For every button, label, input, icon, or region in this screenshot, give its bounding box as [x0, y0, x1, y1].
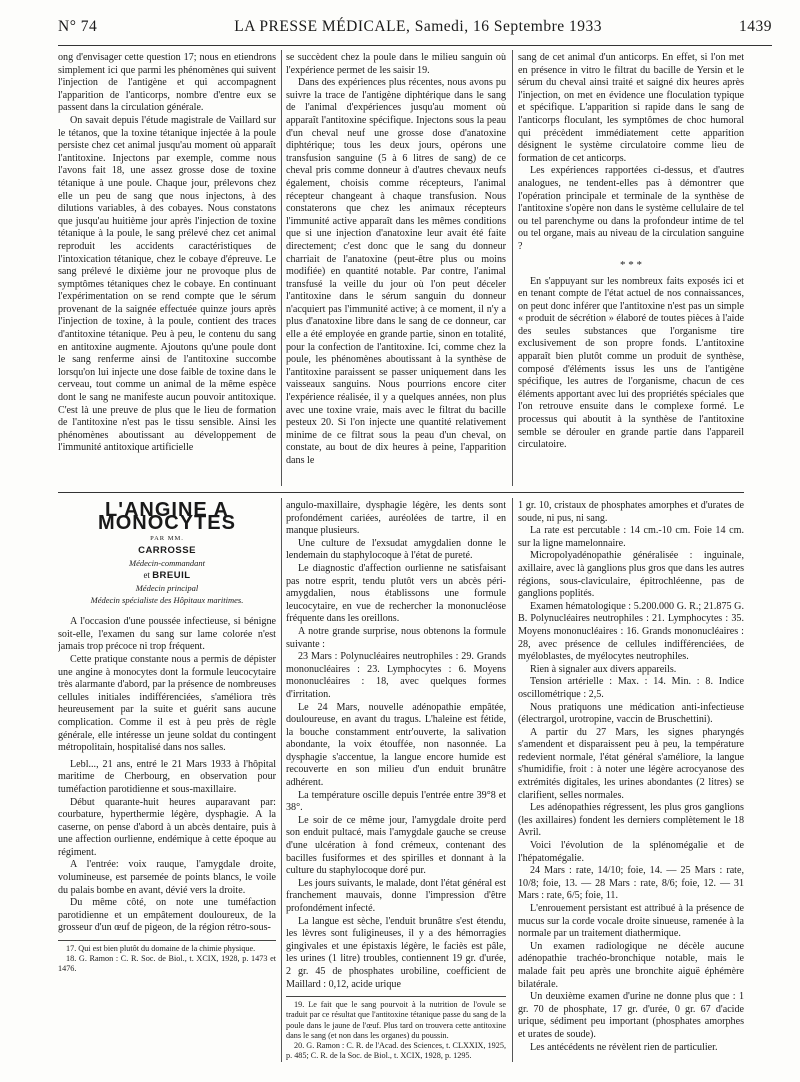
- paragraph: Une culture de l'exsudat amygdalien donne le lendemain du staphylocoque à l'état de pureté.: [286, 537, 506, 562]
- paragraph: Début quarante-huit heures auparavant par: courbature, hyperthermie légère, dysphagie. A la caserne, on pense d'abord à un abcès dentaire, puis à une affection ourlienne, endémique à cette époque au régiment.: [58, 796, 276, 858]
- paragraph: Un deuxième examen d'urine ne donne plus que : 1 gr. 70 de phosphate, 17 gr. d'urée, 0 gr. 67 d'acide urique, sédiment peu important (phosphates amorphes et urates de soude).: [518, 991, 744, 1040]
- footnotes: [286, 1000, 506, 1060]
- footnote: 19. Le fait que le sang pourvoit à la nutrition de l'ovule se traduit par ce résultat que l'antitoxine tétanique passe du sang de la poule dans le jaune de l'œuf. Plus tard on trouvera cette antitoxine dans le sang (et non dans les organes) du poussin.: [286, 1000, 506, 1040]
- paragraph: Un examen radiologique ne décèle aucune adénopathie trachéo-bronchique notable, mais le malade fait peu après une bronchite aiguë éphémère bilatérale.: [518, 940, 744, 990]
- paragraph: A l'occasion d'une poussée infectieuse, si bénigne soit-elle, l'examen du sang sur lame colorée n'est jamais trop précoce ni trop fréquent.: [58, 616, 276, 653]
- footnote-rule: [286, 996, 506, 997]
- author-affiliation: Médecin spécialiste des Hôpitaux maritimes.: [90, 595, 244, 606]
- paragraph: A notre grande surprise, nous obtenons la formule suivante :: [286, 625, 506, 650]
- byline-par: PAR MM.: [150, 535, 184, 543]
- paragraph: A l'entrée: voix rauque, l'amygdale droite, volumineuse, est parsemée de points blancs, le voile du palais bombe en avant, dévié vers la droite.: [58, 859, 276, 896]
- paragraph: Le 24 Mars, nouvelle adénopathie empâtée, douloureuse, en avant du tragus. L'haleine est fétide, la bouche constamment entr'ouverte, la salivation abondante, la voix étouffée, non nasonnée. La dysphagie s'accentue, la langue encore humide est recouverte en son milieu d'un enduit brunâtre adhérent.: [286, 701, 506, 789]
- paragraph: Les antécédents ne révèlent rien de particulier.: [530, 1041, 718, 1053]
- paragraph: ong d'envisager cette question 17; nous en etiendrons simplement ici que parmi les phénomènes qui suivent l'injection de l'antigène et qui accompagnent l'apparition de l'anticorps, nombre d'entre eux se passent dans la circulation générale.: [58, 52, 276, 114]
- article-byline: [58, 533, 276, 606]
- paragraph: Le soir de ce même jour, l'amygdale droite perd son enduit pultacé, mais l'amygdale gauche se creuse d'une ulcération à fond crémeux, contenant des bacilles fusiformes et des spirilles et donnant à la culture du staphylocoque doré pur.: [286, 814, 506, 877]
- paragraph: angulo-maxillaire, dysphagie légère, les dents sont profondément cariées, auréolées de tartre, il en manque plusieurs.: [286, 500, 506, 537]
- footnotes: [58, 944, 276, 975]
- paragraph: En s'appuyant sur les nombreux faits exposés ici et en tenant compte de l'état actuel de nos connaissances, on peut donc inférer que l'antitoxine n'est pas un simple « produit de sécrétion » élaboré de toutes pièces à l'aide des seules substances que l'organisme tire exclusivement de son propre fonds. L'antitoxine apparaît bien plutôt comme un produit de synthèse, composé d'éléments issus les uns de l'antigène spécifique, les autres de l'organisme, chacun de ces éléments apportant avec lui des propriétés spéciales que l'on retrouve ensuite dans le complexe formé. Le processus qui aboutit à la synthèse de l'antitoxine semble se dérouler en grande partie dans l'appareil circulatoire.: [518, 275, 744, 451]
- page-header: [58, 18, 772, 46]
- paragraph: L'enrouement persistant est attribué à la présence de mucus sur la corde vocale droite sinueuse, ramenée à la normale par un traitement diathermique.: [518, 903, 744, 940]
- footnote-rule: [58, 940, 276, 941]
- column-rule: [281, 498, 282, 1062]
- top-column-3: [518, 52, 744, 484]
- paragraph: La rate est percutable : 14 cm.-10 cm. Foie 14 cm. sur la ligne mamelonnaire.: [518, 525, 744, 549]
- journal-title: LA PRESSE MÉDICALE, Samedi, 16 Septembre 1933: [234, 18, 603, 35]
- paragraph: Les adénopathies régressent, les plus gros ganglions (les axillaires) fondent les derniers complètement le 18 Avril.: [518, 802, 744, 839]
- paragraph: Voici l'évolution de la splénomégalie et de l'hépatomégalie.: [518, 840, 744, 864]
- top-column-2: [286, 52, 506, 484]
- paragraph: Nous pratiquons une médication anti-infectieuse (électrargol, urotropine, vaccin de Bruschettini).: [518, 701, 744, 726]
- paragraph: 23 Mars : Polynucléaires neutrophiles : 29. Grands mononucléaires : 23. Lymphocytes : 6. Moyens mononucléaires : 18, avec quelques formes d'irritation.: [286, 651, 506, 700]
- article-column-1: [58, 500, 276, 1060]
- footnote: 20. G. Ramon : C. R. de l'Acad. des Sciences, t. CLXXIX, 1925, p. 485; C. R. de la Soc. de Biol., t. XCIX, 1928, p. 1295.: [286, 1040, 506, 1060]
- paragraph: Les jours suivants, le malade, dont l'état général est franchement mauvais, donne l'impression d'être profondément infecté.: [286, 877, 506, 914]
- paragraph: Micropolyadénopathie généralisée : inguinale, axillaire, avec là ganglions plus gros que dans les autres régions, sous-claviculaire, épitrochléenne, pas de ganglions poplités.: [518, 550, 744, 600]
- author-role: Médecin principal: [135, 583, 199, 594]
- author-name: BREUIL: [152, 570, 191, 582]
- paragraph: Examen hématologique : 5.200.000 G. R.; 21.875 G. B. Polynucléaires neutrophiles : 21. Lymphocytes : 35. Moyens mononucléaires : 16. Grands mononucléaires : 28, avec présence de cellules indifférenciées, de myéloblastes, de myélocytes neutrophiles.: [518, 600, 744, 663]
- paragraph: On savait depuis l'étude magistrale de Vaillard sur le tétanos, que la toxine tétanique injectée à la poule persiste chez cet animal jusqu'au moment où apparaît l'antitoxine. Injectons par exemple, comme nous l'avons fait 18, une assez grosse dose de toxine tétanique à une poule. Chaque jour, prélevons chez elle un peu de sang que nous injectons, à des dilutions variables, à des cobayes. Nous constatons que jusqu'au huitième jour après l'injection de toxine tétanique à la poule, le sang prélevé chez cet animal reproduit les accidents caractéristiques de l'intoxication tétanique, chez le cobaye d'épreuve. Le sang prélevé le dixième jour ne provoque plus de symptômes tétaniques chez le cobaye. En continuant l'expérimentation on se rend compte que le sérum provenant de la saignée effectuée quinze jours après l'injection de toxine, à la poule, contient des traces d'antitoxine tétanique. Peu à peu, le contenu du sang en antitoxine augmente. Ajoutons qu'une poule dont le sang renferme ainsi de l'antitoxine succombe lorsqu'on lui injecte une dose faible de toxine dans le cerveau, tout comme un animal de la même espèce dont le sang ne manifeste aucun pouvoir antitoxique. C'est là une preuve de plus que le lieu de formation de l'antitoxine n'est pas le tissu sensible. Ainsi les phénomènes aboutissant au développement de l'immunité antitoxique artificielle: [58, 114, 276, 454]
- top-column-1: [58, 52, 276, 484]
- paragraph: Dans des expériences plus récentes, nous avons pu suivre la trace de l'antigène diphtérique dans le sang de l'animal d'expériences jusqu'au moment où apparaît l'antitoxine spécifique. Injectons sous la peau d'un cheval neuf une grosse dose d'anatoxine diphtérique; tous les deux jours, opérons une transfusion sanguine (5 à 6 litres de sang) de ce cheval pris comme donneur à d'autres chevaux neufs également, choisis comme récepteurs, l'animal récepteur changeant à chaque transfusion. Nous constaterons que chez les animaux récepteurs l'immunité active apparaît dans les mêmes conditions que si une injection d'anatoxine leur avait été faite directement; c'est donc que le sang du donneur charriait de l'anatoxine (peut-être plus ou moins modifiée) en quantité notable. Par contre, l'animal transfusé la veille du jour où l'on peut déceler l'antitoxine dans le sérum sanguin du donneur n'acquiert pas l'immunité active; à ce moment, il n'y a plus d'anatoxine libre dans le sang de ce donneur, car elle a été employée en grande partie, sinon en totalité, pour la confection de l'antitoxine. Ici, comme chez la poule, les phénomènes aboutissant à la synthèse de l'antitoxine paraissent se passer uniquement dans les vaisseaux sanguins. Nous pourrions encore citer l'expérience réalisée, il y a quelques années, non plus avec une toxine vraie, mais avec le filtrat du bacille pesteux 20. Si l'on injecte une quantité relativement minime de ce filtrat sous la peau d'un cheval, on constate, au bout de dix heures à peine, l'apparition dans le: [286, 77, 506, 466]
- footnote: 18. G. Ramon : C. R. Soc. de Biol., t. XCIX, 1928, p. 1473 et 1476.: [58, 954, 276, 974]
- author-role: Médecin-commandant: [128, 558, 205, 569]
- paragraph: Cette pratique constante nous a permis de dépister une angine à monocytes dont la formule leucocytaire très alarmante d'abord, par la présence de nombreuses cellules initiales indifférenciées, s'améliora très heureusement par la suite et guérit sans aucune complication. Comme il est à peu près de règle générale, elle intéresse un jeune soldat du contingent métropolitain, hospitalisé dans nos salles.: [58, 653, 276, 754]
- column-rule: [512, 50, 513, 486]
- section-divider: [58, 492, 744, 493]
- paragraph: A partir du 27 Mars, les signes pharyngés s'amendent et disparaissent peu à peu, la température redevient normale, l'état général s'améliore, la langue s'humidifie, froit : à noter une légère acrocyanose des extrémités digitales, les urines abondantes (2 litres) se clarifient, selles normales.: [518, 726, 744, 801]
- paragraph: La langue est sèche, l'enduit brunâtre s'est étendu, les lèvres sont fuligineuses, il y a des hémorragies gingivales et une épistaxis légère, le faciès est pâle, les urines (1 litre) troubles, contiennent 19 gr. d'urée, 2 gr. 45 de phosphates urobiline, coefficient de Maillard : 0,12, acide urique: [286, 915, 506, 990]
- paragraph: Du même côté, on note une tuméfaction parotidienne et un empâtement douloureux, de la grosseur d'un œuf de pigeon, de la région rétro-sous-: [58, 897, 276, 934]
- paragraph: 24 Mars : rate, 14/10; foie, 14. — 25 Mars : rate, 10/8; foie, 13. — 28 Mars : rate, 8/6; foie, 12. — 31 Mars : rate, 6/5; foie, 11.: [518, 865, 744, 902]
- section-separator-stars: * * *: [620, 258, 642, 271]
- footnote: 17. Qui est bien plutôt du domaine de la chimie physique.: [66, 944, 256, 954]
- page-number: 1439: [738, 18, 772, 35]
- author-name: CARROSSE: [138, 545, 196, 557]
- article-title: L'ANGINE A MONOCYTES: [98, 500, 236, 534]
- paragraph: Rien à signaler aux divers appareils.: [530, 663, 677, 675]
- paragraph: La température oscille depuis l'entrée entre 39°8 et 38°.: [286, 789, 506, 814]
- paragraph: sang de cet animal d'un anticorps. En effet, si l'on met en présence in vitro le filtrat du bacille de Yersin et le sérum du cheval ainsi traité et saigné dix heures après l'injection, on met en évidence une floculation typique et spécifique. L'apparition si rapide dans le sang de l'anticorps floculant, les symptômes de choc humoral qui précèdent immédiatement cette apparition désignent le système circulatoire comme lieu de formation de cet anticorps.: [518, 52, 744, 164]
- paragraph: Lebl..., 21 ans, entré le 21 Mars 1933 à l'hôpital maritime de Cherbourg, en observation pour tuméfaction parotidienne et sous-maxillaire.: [58, 758, 276, 795]
- article-column-2: [286, 500, 506, 1060]
- column-rule: [281, 50, 282, 486]
- column-rule: [512, 498, 513, 1062]
- paragraph: 1 gr. 10, cristaux de phosphates amorphes et d'urates de soude, ni pus, ni sang.: [518, 500, 744, 524]
- paragraph: Tension artérielle : Max. : 14. Min. : 8. Indice oscillométrique : 2,5.: [518, 676, 744, 700]
- byline-conjunction: et BREUIL: [143, 570, 191, 582]
- issue-number: N° 74: [58, 18, 98, 35]
- paragraph: se succèdent chez la poule dans le milieu sanguin où l'expérience permet de les saisir 19.: [286, 52, 506, 76]
- paragraph: Le diagnostic d'affection ourlienne ne satisfaisant pas notre esprit, tendu plutôt vers un abcès péri-amygdalien, nous établissons une formule leucocytaire, en vue de rechercher la mononucléose fréquente dans les oreillons.: [286, 562, 506, 625]
- paragraph: Les expériences rapportées ci-dessus, et d'autres analogues, ne tendent-elles pas à démontrer que l'opération principale et terminale de la synthèse de l'antitoxine s'opère non dans le système cellulaire de tel ou tel parenchyme ou dans la profondeur intime de tel ou tel organe, mais au niveau de la circulation sanguine ?: [518, 165, 744, 252]
- article-column-3: [518, 500, 744, 1060]
